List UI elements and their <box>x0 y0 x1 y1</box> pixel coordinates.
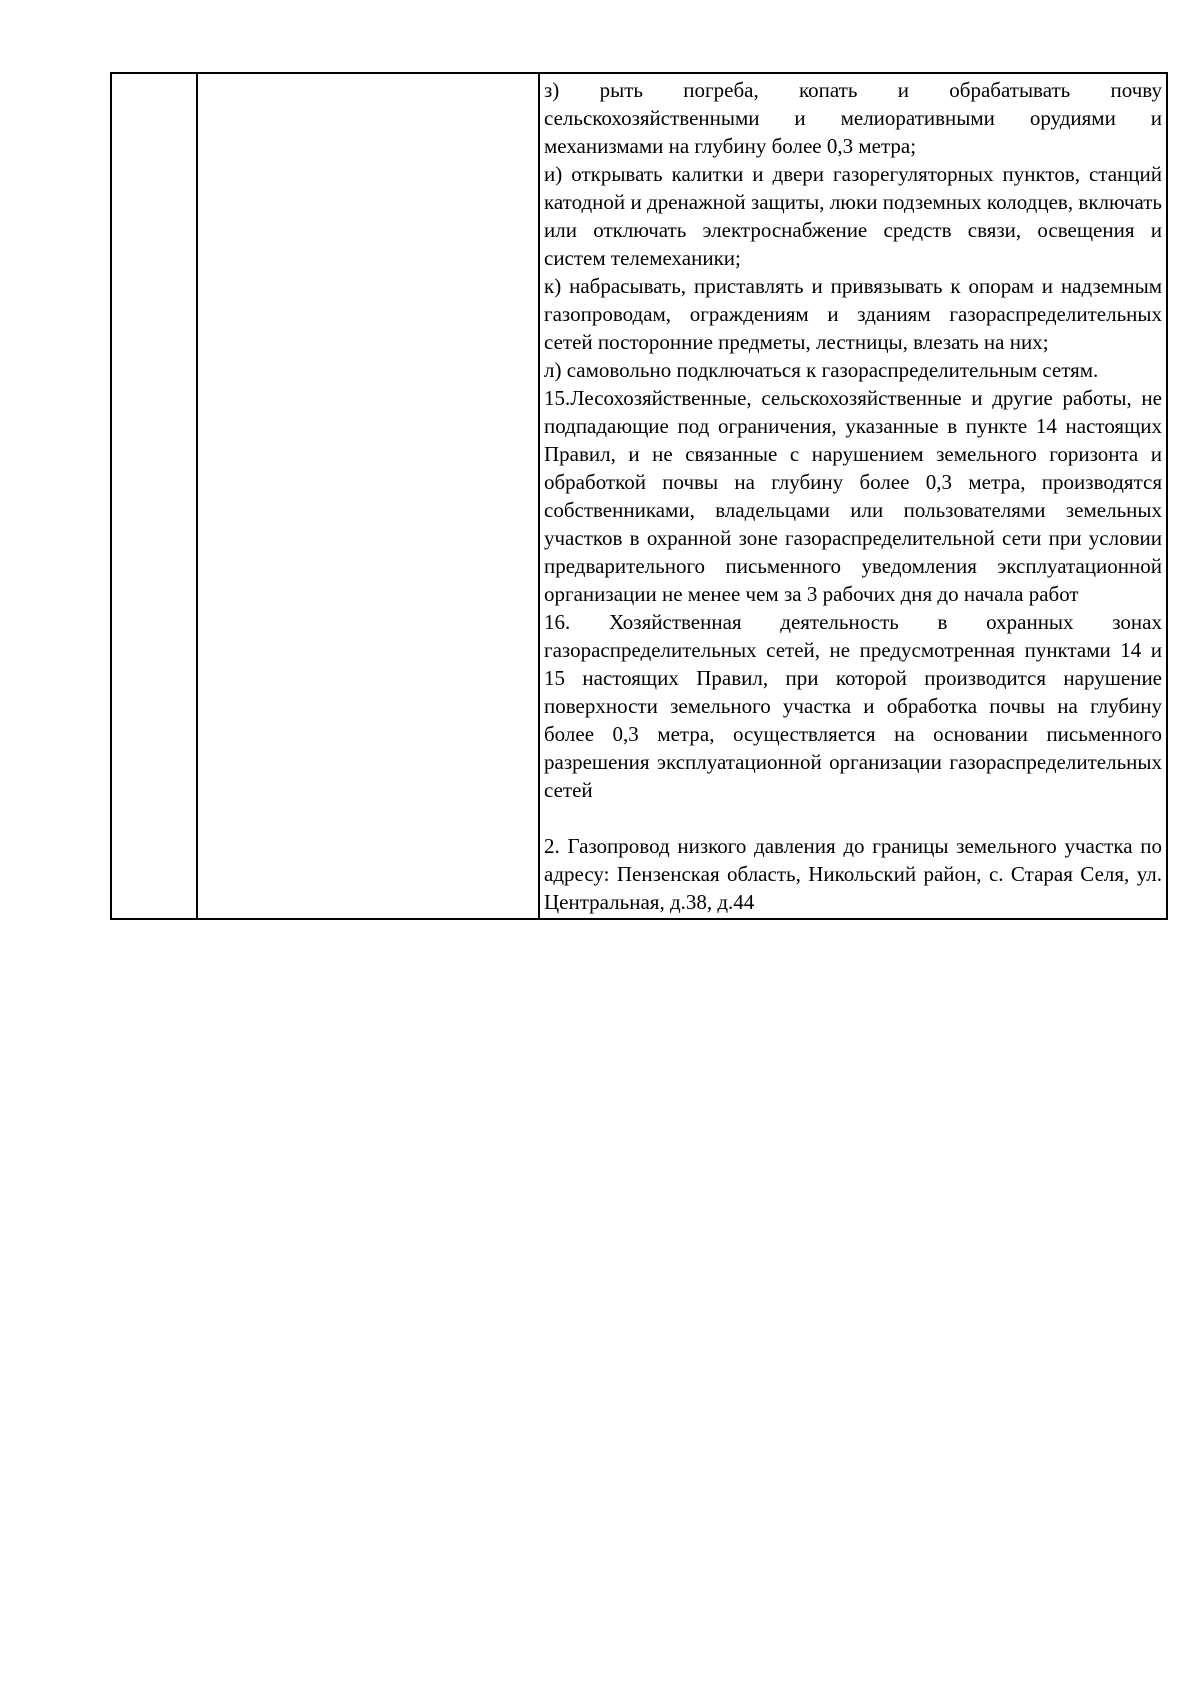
paragraph-gas-pipeline: 2. Газопровод низкого давления до границы земельного участка по адресу: Пензенская область, Никольский район, с. Старая Селя, ул. Центральная, д.38, д.44 <box>544 834 1162 914</box>
restrictions-text <box>540 74 1166 918</box>
paragraph-z: з) рыть погреба, копать и обрабатывать почву сельскохозяйственными и мелиоративными орудиями и механизмами на глубину более 0,3 метра; <box>544 78 1162 158</box>
table-row <box>111 73 1167 919</box>
paragraph-15: 15.Лесохозяйственные, сельскохозяйственные и другие работы, не подпадающие под ограничения, указанные в пункте 14 настоящих Правил, и не связанные с нарушением земельного горизонта и обработкой почвы на глубину более 0,3 метра, производятся собственниками, владельцами или пользователями земельных участков в охранной зоне газораспределительной сети при условии предварительного письменного уведомления эксплуатационной организации не менее чем за 3 рабочих дня до начала работ <box>544 386 1162 606</box>
object-cell <box>197 73 539 919</box>
number-cell <box>111 73 197 919</box>
paragraph-k: к) набрасывать, приставлять и привязывать к опорам и надземным газопроводам, ограждениям и зданиям газораспределительных сетей посторонние предметы, лестницы, влезать на них; <box>544 274 1162 354</box>
paragraph-spacer <box>544 804 1162 832</box>
restrictions-cell <box>539 73 1167 919</box>
paragraph-i: и) открывать калитки и двери газорегуляторных пунктов, станций катодной и дренажной защиты, люки подземных колодцев, включать или отключать электроснабжение средств связи, освещения и систем телемеханики; <box>544 162 1162 270</box>
document-table <box>110 72 1168 920</box>
paragraph-l: л) самовольно подключаться к газораспределительным сетям. <box>544 358 1099 382</box>
paragraph-16: 16. Хозяйственная деятельность в охранных зонах газораспределительных сетей, не предусмотренная пунктами 14 и 15 настоящих Правил, при которой производится нарушение поверхности земельного участка и обработка почвы на глубину более 0,3 метра, осуществляется на основании письменного разрешения эксплуатационной организации газораспределительных сетей <box>544 610 1162 802</box>
